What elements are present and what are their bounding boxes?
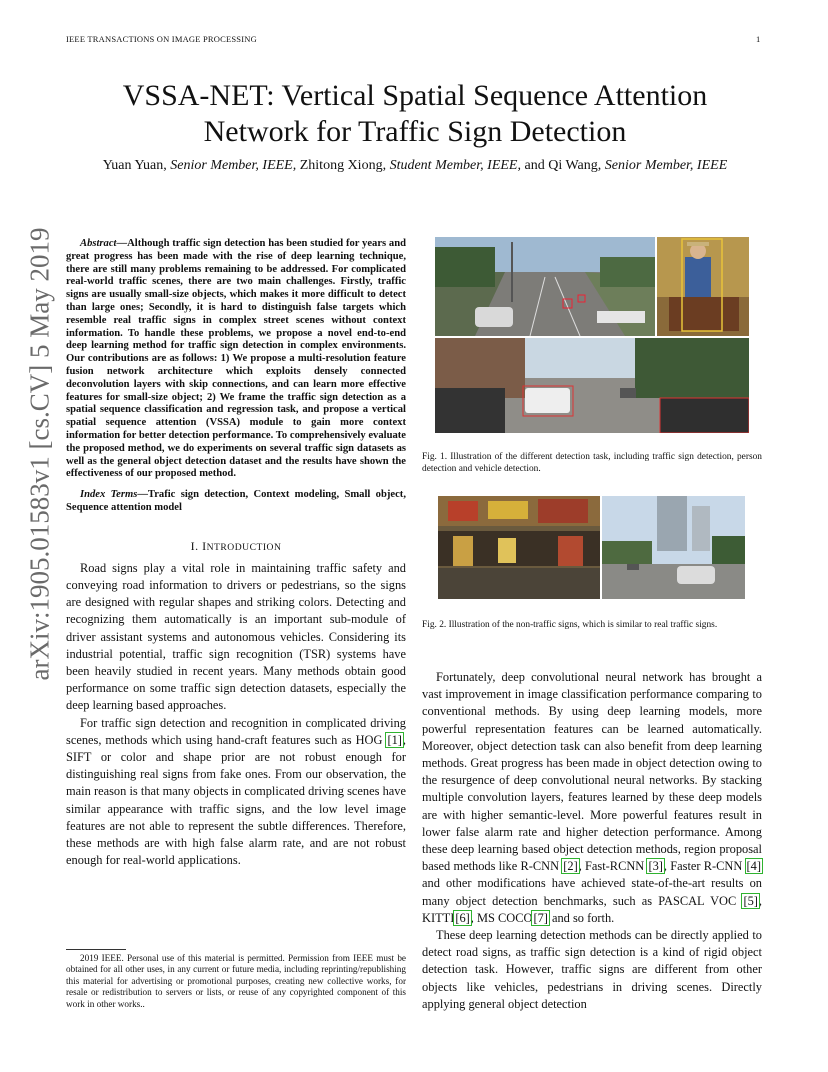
figure-2-caption: Fig. 2. Illustration of the non-traffic signs, which is similar to real traffic signs. (422, 620, 718, 630)
abstract-label: Abstract (80, 238, 117, 249)
paper-title: VSSA-NET: Vertical Spatial Sequence Attention Network for Traffic Sign Detection (122, 79, 708, 148)
figure-1 (435, 237, 749, 433)
right-paragraph-2: These deep learning detection methods can be directly applied to detect road signs, as traffic sign detection is a kind of rigid object detection task. However, traffic signs are different from other objects like vehicles, pedestrians in driving scenes. Directly applying general object detection (422, 928, 762, 1011)
author-1: Yuan Yuan, (102, 158, 167, 173)
author-2: Zhitong Xiong, (299, 158, 387, 173)
index-terms-label: Index Terms (80, 489, 138, 501)
author-3: Qi Wang, (548, 158, 602, 173)
citation-link[interactable]: [6] (455, 910, 470, 925)
author-list (40, 158, 790, 174)
index-terms-text: —Trafic sign detection, Context modeling, Small object, Sequence attention model (66, 489, 406, 513)
author-and: and (524, 158, 545, 173)
figure-1-street-photo (435, 237, 655, 336)
page-number: 1 (756, 34, 761, 44)
copyright-footnote: 2019 IEEE. Personal use of this material is permitted. Permission from IEEE must be obtained for all other uses, in any current or future media, including reprinting/republishing this material for advertising or promotional purposes, creating new collective works, for resale or redistribution to servers or lists, or reuse of any copyrighted component of this work in other works.. (66, 949, 406, 1010)
running-header: IEEE TRANSACTIONS ON IMAGE PROCESSING (66, 34, 257, 44)
footnote-rule (66, 949, 126, 950)
figure-2 (438, 496, 745, 599)
abstract-text: —Although traffic sign detection has been studied for years and great progress has been made with the rise of deep learning technique, there are still many problems remaining to be addressed. For complicated real-world traffic scenes, there are two main challenges. Firstly, traffic signs are usually small-size objects, which makes it more difficult to detect than large ones; Secondly, it is hard to distinguish false targets which resemble real traffic signs in complex street scenes without context information. To handle these problems, we propose a novel end-to-end deep learning method for traffic sign detection in complex environments. Our contributions are as follows: 1) We propose a multi-resolution feature fusion network architecture which exploits densely connected deconvolution layers with skip connections, and can learn more effective features for small-size object; 2) We frame the traffic sign detection as a spatial sequence classification and regression task, and propose a vertical spatial sequence attention (VSSA) module to gain more context information for better detection performance. To comprehensively evaluate the proposed method, we do experiments on several traffic sign datasets as well as the general object detection dataset and the results have shown the effectiveness of our proposed method. (66, 238, 406, 480)
right-paragraph-1: Fortunately, deep convolutional neural network has brought a vast improvement in image classification performance comparing to conventional methods. By using deep learning models, more powerful representation features can be learned automatically. Moreover, object detection task can also benefit from deep learning methods. Great progress has been made in object detection owing to the resurgence of deep convolutional neural networks. By stacking multiple convolution layers, features learned by these deep models are with higher semantic-level. More powerful features result in lower false alarm rate and higher detection performance. Among these deep learning based object detection methods, region proposal based methods like R-CNN [2], Fast-RCNN [3], Faster R-CNN [4] and other modifications have achieved state-of-the-art results on many object detection benchmarks, such as PASCAL VOC [5], KITTI[6], MS COCO[7] and so forth. (422, 670, 762, 925)
citation-link[interactable]: [1] (387, 732, 402, 747)
intro-paragraph-1: Road signs play a vital role in maintaining traffic safety and conveying road information to drivers or pedestrians, so the signs are designed with regular shapes and striking colors. Detecting and recognizing them automatically is an important sub-module of driver assistant systems and autonomous vehicles. Considering its industrial potential, traffic sign recognition (TSR) systems have been heavily studied in recent years. Many methods obtain good performance on some traffic sign detection datasets, especially the deep learning based approaches. (66, 560, 406, 713)
figure-1-vehicle-photo (435, 338, 749, 433)
citation-link[interactable]: [7] (533, 910, 548, 925)
author-2-role: Student Member, IEEE, (389, 158, 521, 173)
citation-link[interactable]: [5] (743, 893, 758, 908)
intro-body (66, 560, 406, 870)
author-1-role: Senior Member, IEEE, (170, 158, 297, 173)
section-heading-introduction: I. INTRODUCTION (190, 538, 282, 553)
figure-2-storefront-photo (438, 496, 600, 599)
intro-paragraph-2: For traffic sign detection and recognition in complicated driving scenes, methods which using hand-craft features such as HOG [1], SIFT or color and shape prior are not robust enough for distinguishing real signs from fake ones. From our observation, the main reason is that many objects in complicated driving scenes have similar appearance with traffic signs, and the low level image features are not able to represent the subtle differences. Therefore, these methods are with high false alarm rate, and are not robust enough for real-world applications. (66, 715, 406, 868)
arxiv-stamp: arXiv:1905.01583v1 [cs.CV] 5 May 2019 (24, 227, 55, 681)
citation-link[interactable]: [3] (648, 859, 663, 874)
right-column (422, 669, 762, 1013)
abstract (66, 238, 406, 515)
figure-2-road-photo (602, 496, 745, 599)
citation-link[interactable]: [2] (563, 859, 578, 874)
citation-link[interactable]: [4] (746, 859, 761, 874)
left-column (66, 238, 406, 869)
figure-1-person-photo (657, 237, 749, 336)
author-3-role: Senior Member, IEEE (604, 158, 728, 173)
figure-1-caption: Fig. 1. Illustration of the different detection task, including traffic sign detection, person detection and vehicle detection. (422, 452, 762, 474)
